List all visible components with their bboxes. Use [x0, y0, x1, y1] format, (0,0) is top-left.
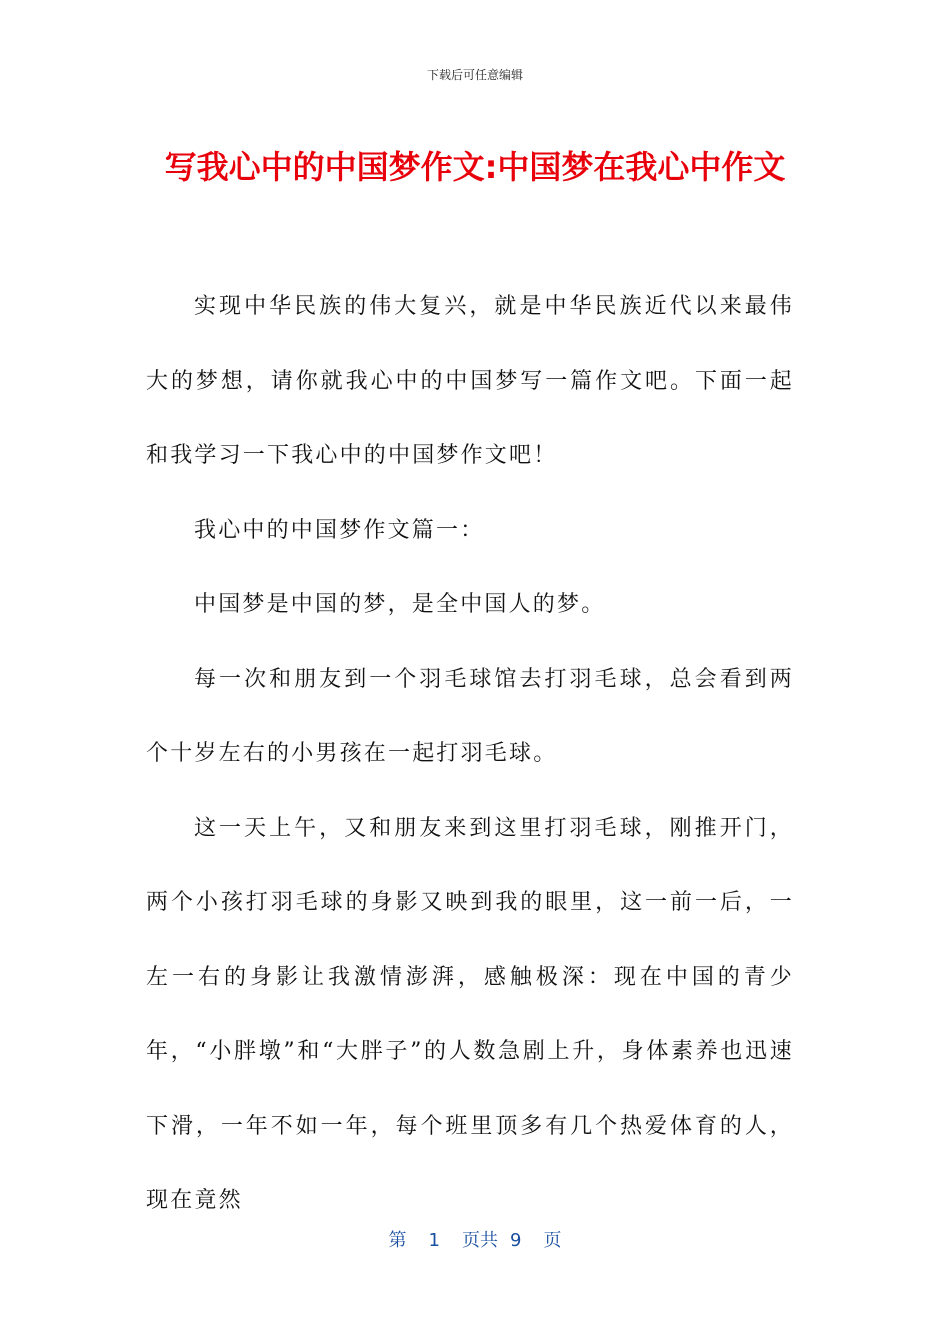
- paragraph-2: 每一次和朋友到一个羽毛球馆去打羽毛球，总会看到两个十岁左右的小男孩在一起打羽毛球。: [146, 666, 794, 766]
- paragraph-3: 这一天上午，又和朋友来到这里打羽毛球，刚推开门，两个小孩打羽毛球的身影又映到我的眼里，这一前一后，一左一右的身影让我激情澎湃，感触极深：现在中国的青少年，“小胖墩”和“大胖子”的人数急剧上升，身体素养也迅速下滑，一年不如一年，每个班里顶多有几个热爱体育的人，现在竟然: [146, 815, 794, 1213]
- document-body: [146, 270, 794, 1239]
- page-number-footer: [0, 1226, 950, 1252]
- document-title: 写我心中的中国梦作文:中国梦在我心中作文: [164, 148, 786, 186]
- paragraph-section-heading: 我心中的中国梦作文篇一：: [194, 517, 485, 543]
- footer-page-mid: 页共: [462, 1230, 498, 1251]
- footer-page-total: 9: [510, 1230, 522, 1251]
- paragraph-1: 中国梦是中国的梦，是全中国人的梦。: [194, 592, 606, 617]
- paragraph-intro: 实现中华民族的伟大复兴，就是中华民族近代以来最伟大的梦想，请你就我心中的中国梦写一篇作文吧。下面一起和我学习一下我心中的中国梦作文吧！: [146, 294, 794, 468]
- page-header-note: 下载后可任意编辑: [426, 68, 523, 82]
- footer-page-current: 1: [428, 1230, 440, 1251]
- footer-page-suffix: 页: [543, 1230, 562, 1251]
- footer-page-prefix: 第: [388, 1230, 407, 1251]
